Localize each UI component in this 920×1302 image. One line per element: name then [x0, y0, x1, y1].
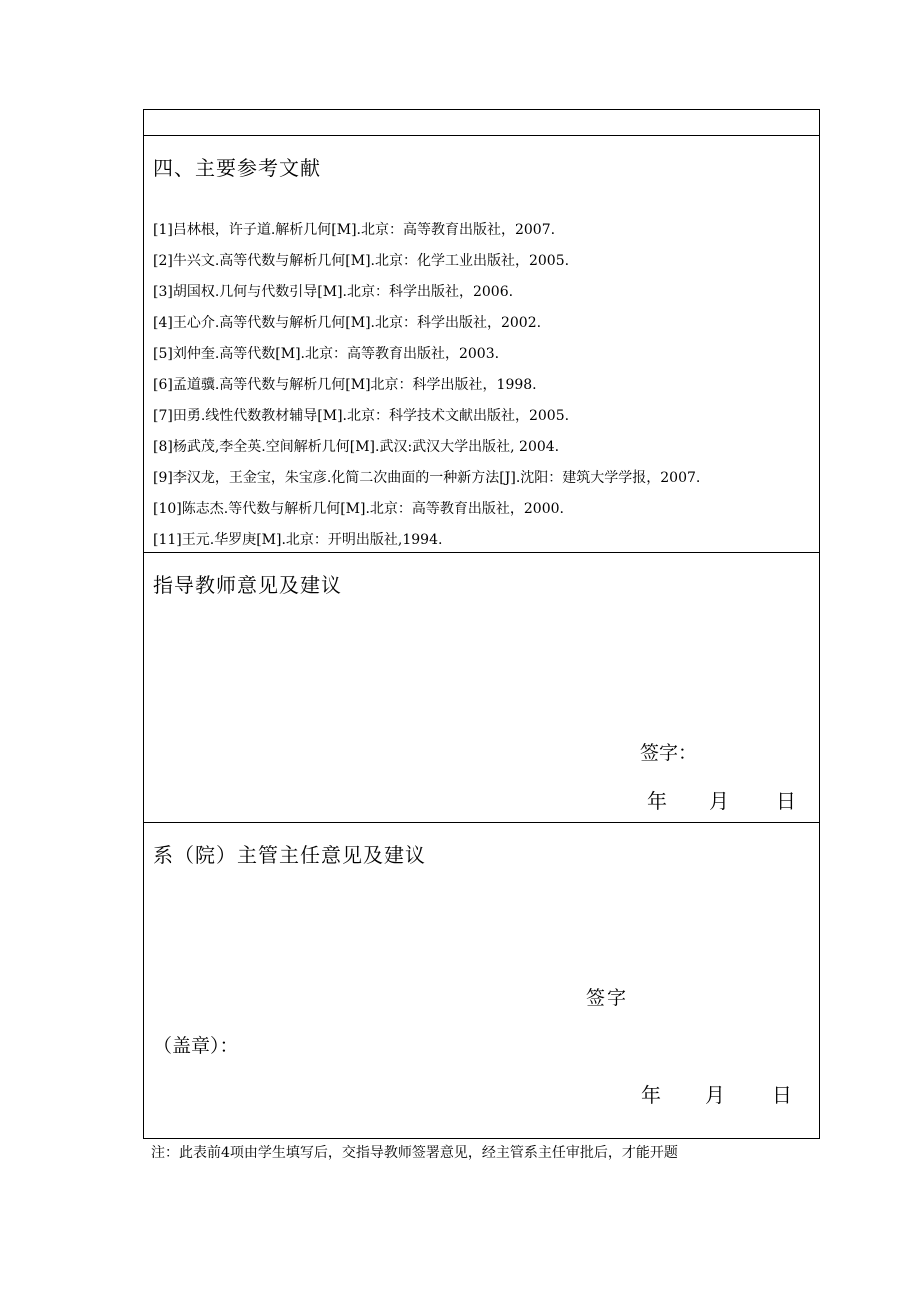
reference-item: [11]王元.华罗庚[M].北京：开明出版社,1994. [153, 532, 443, 548]
dean-opinion-title: 系（院）主管主任意见及建议 [153, 843, 426, 867]
reference-item: [6]孟道骥.高等代数与解析几何[M]北京：科学出版社，1998. [153, 377, 537, 393]
reference-item: [2]牛兴文.高等代数与解析几何[M].北京：化学工业出版社，2005. [153, 253, 570, 269]
advisor-opinion-section [144, 553, 819, 823]
reference-item: [1]吕林根，许子道.解析几何[M].北京：高等教育出版社，2007. [153, 222, 556, 238]
dean-signature-label: 签字 [586, 987, 629, 1009]
reference-item: [5]刘仲奎.高等代数[M].北京：高等教育出版社，2003. [153, 346, 500, 362]
empty-top-row [144, 110, 819, 136]
reference-item: [3]胡国权.几何与代数引导[M].北京：科学出版社，2006. [153, 284, 514, 300]
dean-date-month: 月 [705, 1083, 725, 1107]
reference-item: [9]李汉龙，王金宝，朱宝彦.化简二次曲面的一种新方法[J].沈阳：建筑大学学报，2007. [153, 470, 701, 486]
advisor-date-year: 年 [647, 789, 667, 813]
advisor-date-month: 月 [709, 789, 729, 813]
reference-item: [8]杨武茂,李全英.空间解析几何[M].武汉:武汉大学出版社, 2004. [153, 439, 560, 455]
references-section [144, 136, 819, 553]
dean-date-year: 年 [641, 1083, 661, 1107]
footnote: 注：此表前4项由学生填写后，交指导教师签署意见，经主管系主任审批后，才能开题 [151, 1145, 678, 1161]
reference-item: [4]王心介.高等代数与解析几何[M].北京：科学出版社，2002. [153, 315, 542, 331]
reference-item: [7]田勇.线性代数教材辅导[M].北京：科学技术文献出版社，2005. [153, 408, 570, 424]
dean-seal-label: （盖章）： [153, 1035, 239, 1057]
advisor-date-day: 日 [776, 789, 796, 813]
dean-opinion-section [144, 823, 819, 1138]
reference-item: [10]陈志杰.等代数与解析几何[M].北京：高等教育出版社，2000. [153, 501, 564, 517]
advisor-opinion-title: 指导教师意见及建议 [153, 573, 342, 597]
proposal-form-table [143, 109, 820, 1139]
advisor-signature-label: 签字： [640, 742, 698, 764]
dean-date-day: 日 [772, 1083, 792, 1107]
references-title: 四、主要参考文献 [153, 156, 321, 180]
reference-list [153, 220, 700, 561]
